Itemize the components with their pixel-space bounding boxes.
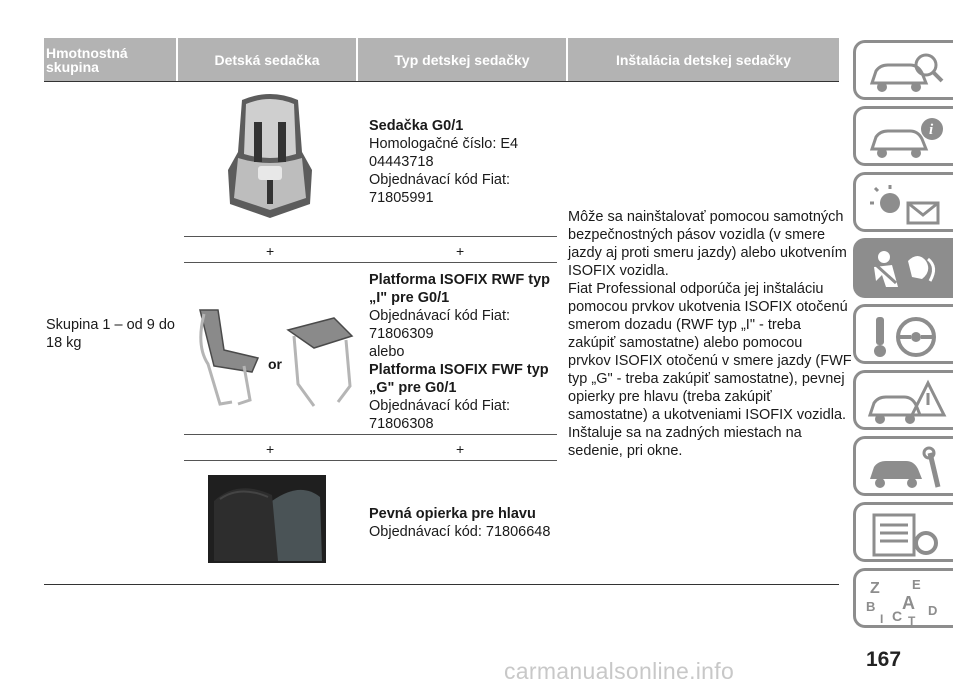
installation-line: Fiat Professional odporúča jej inštaláciu	[568, 281, 824, 297]
platform-line: Objednávací kód Fiat:	[369, 308, 511, 324]
index-letter: B	[866, 599, 876, 614]
headrest-image	[208, 475, 326, 563]
car-warning-icon	[864, 379, 948, 427]
key-steering-icon	[864, 313, 948, 361]
index-letter: C	[892, 608, 903, 624]
platform-rwf-title: „I" pre G0/1	[369, 290, 450, 306]
sidebar-tab-car-maintenance[interactable]	[853, 436, 953, 496]
car-search-icon	[864, 49, 948, 97]
index-letter: E	[912, 577, 921, 592]
installation-line: Môže sa nainštalovať pomocou samotných	[568, 209, 844, 225]
index-letter: Z	[870, 580, 880, 597]
seat-line: Objednávací kód Fiat:	[369, 172, 511, 188]
installation-line: typ „G" - treba zakúpiť samostatne), pevnej	[568, 371, 845, 387]
isofix-rwf-platform-image	[192, 306, 268, 410]
safety-seatbelt-airbag-icon	[864, 247, 948, 295]
plus-sign: +	[456, 243, 465, 259]
sidebar-tab-index[interactable]	[853, 568, 953, 628]
sidebar-tab-safety[interactable]	[853, 238, 953, 298]
watermark: carmanualsonline.info	[504, 658, 735, 684]
header-rule	[44, 81, 839, 82]
sidebar-tab-warning-lights[interactable]	[853, 172, 953, 232]
seat-line: 04443718	[369, 154, 434, 170]
installation-line: ISOFIX vozidla.	[568, 263, 669, 279]
sidebar-tab-car-warning[interactable]	[853, 370, 953, 430]
warning-lights-icon	[864, 181, 948, 229]
plus-sign: +	[456, 441, 465, 457]
platform-line: 71806309	[369, 326, 434, 342]
plus-sign: +	[266, 243, 275, 259]
platform-line: Objednávací kód Fiat:	[369, 398, 511, 414]
index-letter: T	[908, 614, 916, 625]
sidebar-tab-key-steering[interactable]	[853, 304, 953, 364]
installation-line: zakúpiť samostatne) alebo pomocou	[568, 335, 803, 351]
row-divider	[184, 460, 557, 461]
platform-fwf-title: „G" pre G0/1	[369, 380, 457, 396]
installation-line: jazdy aj proti smeru jazdy) alebo ukotvením	[568, 245, 847, 261]
header-seat-type: Typ detskej sedačky	[358, 38, 566, 81]
installation-line: sedenie, pri okne.	[568, 443, 683, 459]
sidebar-tab-technical-data[interactable]	[853, 502, 953, 562]
header-child-seat: Detská sedačka	[178, 38, 356, 81]
svg-text:i: i	[929, 122, 934, 138]
headrest-title: Pevná opierka pre hlavu	[369, 506, 536, 522]
isofix-fwf-platform-image	[284, 314, 358, 412]
car-info-icon	[864, 115, 948, 163]
weight-group-label: Skupina 1 – od 9 do 18 kg	[46, 317, 175, 351]
platform-fwf-title: Platforma ISOFIX FWF typ	[369, 362, 549, 378]
plus-sign: +	[266, 441, 275, 457]
technical-data-icon	[864, 511, 948, 559]
index-icon	[864, 577, 948, 625]
installation-line: opierky pre hlavu (treba zakúpiť	[568, 389, 772, 405]
platform-rwf-title: Platforma ISOFIX RWF typ	[369, 272, 551, 288]
sidebar-tab-car-info[interactable]	[853, 106, 953, 166]
child-seat-image	[224, 92, 316, 222]
index-letter: I	[880, 612, 884, 625]
table-bottom-rule	[44, 584, 839, 585]
installation-line: smerom dozadu (RWF typ „I" - treba	[568, 317, 801, 333]
row-divider	[184, 434, 557, 435]
seat-title: Sedačka G0/1	[369, 118, 464, 134]
installation-line: Inštaluje sa na zadných miestach na	[568, 425, 802, 441]
page-number: 167	[866, 648, 902, 671]
headrest-line: Objednávací kód: 71806648	[369, 524, 551, 540]
seat-line: 71805991	[369, 190, 434, 206]
row-divider	[184, 236, 557, 237]
row-divider	[184, 262, 557, 263]
seat-line: Homologačné číslo: E4	[369, 136, 519, 152]
sidebar-tab-car-search[interactable]	[853, 40, 953, 100]
header-weight-group: Hmotnostná skupina	[44, 38, 176, 81]
installation-line: bezpečnostných pásov vozidla (v smere	[568, 227, 826, 243]
installation-line: samostatne) a ukotveniami ISOFIX vozidla.	[568, 407, 847, 423]
or-label: or	[268, 356, 282, 372]
platform-line: 71806308	[369, 416, 434, 432]
car-maintenance-icon	[864, 445, 948, 493]
table-header	[44, 38, 839, 81]
installation-line: prvkov ISOFIX otočenú v smere jazdy (FWF	[568, 353, 852, 369]
index-letter: A	[902, 593, 915, 613]
header-installation: Inštalácia detskej sedačky	[568, 38, 839, 81]
platform-line: alebo	[369, 344, 405, 360]
installation-line: pomocou prvkov ukotvenia ISOFIX otočenú	[568, 299, 848, 315]
index-letter: D	[928, 603, 938, 618]
